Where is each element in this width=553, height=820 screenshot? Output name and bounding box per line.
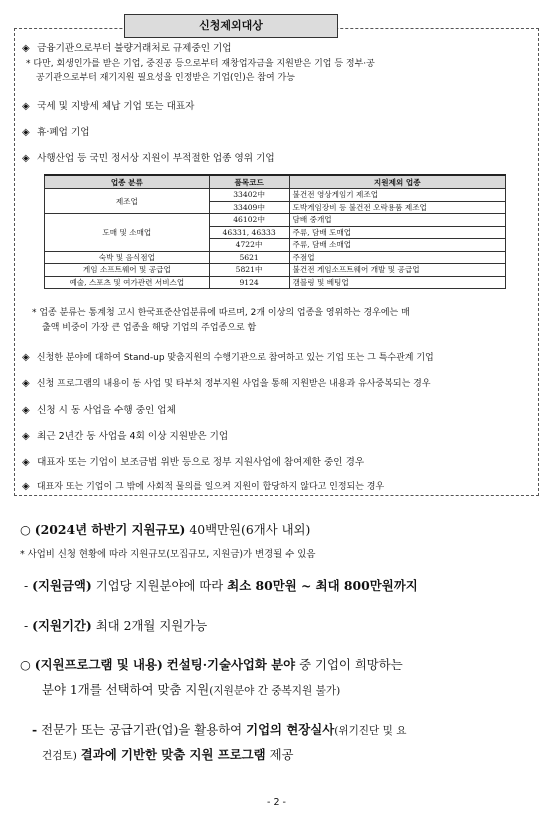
criterion-9: ◈ 대표자 또는 기업이 보조금법 위반 등으로 정부 지원사업에 참여제한 중인 경우 bbox=[22, 457, 365, 468]
dash-bullet: - bbox=[24, 618, 29, 633]
detail-line bbox=[32, 720, 406, 738]
diamond-bullet-icon: ◈ bbox=[22, 431, 30, 442]
diamond-bullet-icon: ◈ bbox=[22, 43, 30, 54]
table-header-row bbox=[45, 175, 506, 189]
table-row bbox=[45, 264, 506, 277]
table-note-a: * 업종 분류는 통계청 고시 한국표준산업분류에 따르며, 2개 이상의 업종을 영위하는 경우에는 매 bbox=[32, 308, 410, 318]
table-row bbox=[45, 214, 506, 227]
criterion-10: ◈ 대표자 또는 기업이 그 밖에 사회적 물의를 일으켜 지원이 합당하지 않다고 인정되는 경우 bbox=[22, 481, 385, 492]
support-amount-line bbox=[24, 576, 418, 594]
diamond-bullet-icon: ◈ bbox=[22, 378, 30, 389]
table-note-b: 출액 비중이 가장 큰 업종을 해당 기업의 주업종으로 함 bbox=[42, 323, 257, 333]
circle-bullet-icon: ○ bbox=[20, 522, 31, 537]
excluded-industries-table bbox=[44, 174, 506, 289]
dash-bullet: - bbox=[32, 722, 38, 737]
header-category: 업종 분류 bbox=[45, 175, 210, 189]
support-scale-label: (2024년 하반기 지원규모) bbox=[34, 522, 186, 537]
program-text: 중 기업이 희망하는 bbox=[299, 657, 403, 672]
criterion-1: ◈ 금융기관으로부터 불량거래처로 규제중인 기업 bbox=[22, 43, 232, 54]
program-line-2: 분야 1개를 선택하여 맞춤 지원(지원분야 간 중복지원 불가) bbox=[42, 682, 341, 697]
criterion-2: ◈ 국세 및 지방세 체납 기업 또는 대표자 bbox=[22, 101, 195, 112]
desc-cell: 담배 중개업 bbox=[289, 214, 505, 227]
detail-line-2 bbox=[42, 745, 294, 763]
page-number: - 2 - bbox=[267, 797, 286, 808]
desc-cell: 주류, 담배 소매업 bbox=[289, 239, 505, 252]
support-amount-label: (지원금액) bbox=[32, 578, 92, 593]
category-cell: 숙박 및 음식점업 bbox=[45, 251, 210, 264]
program-label: (지원프로그램 및 내용) bbox=[34, 657, 163, 672]
support-period-text: 최대 2개월 지원가능 bbox=[95, 618, 208, 633]
circle-bullet-icon: ○ bbox=[20, 657, 31, 672]
header-code: 품목코드 bbox=[209, 175, 289, 189]
desc-cell: 주류, 담배 도매업 bbox=[289, 226, 505, 239]
support-amount-text: 기업당 지원분야에 따라 bbox=[95, 578, 224, 593]
criterion-4: ◈ 사행산업 등 국민 정서상 지원이 부적절한 업종 영위 기업 bbox=[22, 153, 275, 164]
diamond-bullet-icon: ◈ bbox=[22, 457, 30, 468]
category-cell: 게임 소프트웨어 및 공급업 bbox=[45, 264, 210, 277]
diamond-bullet-icon: ◈ bbox=[22, 153, 30, 164]
support-scale-note: * 사업비 신청 현황에 따라 지원규모(모집규모, 지원금)가 변경될 수 있음 bbox=[20, 549, 316, 560]
criterion-7: ◈ 신청 시 동 사업을 수행 중인 업체 bbox=[22, 405, 176, 416]
detail-small-b: 건검토) bbox=[42, 750, 77, 762]
desc-cell: 도박게임장비 등 불건전 오락용품 제조업 bbox=[289, 201, 505, 214]
support-period-label: (지원기간) bbox=[32, 618, 92, 633]
desc-cell: 불건전 게임소프트웨어 개발 및 공급업 bbox=[289, 264, 505, 277]
code-cell: 5821中 bbox=[209, 264, 289, 277]
code-cell: 46331, 46333 bbox=[209, 226, 289, 239]
diamond-bullet-icon: ◈ bbox=[22, 127, 30, 138]
code-cell: 33409中 bbox=[209, 201, 289, 214]
criterion-1-note-b: 공기관으로부터 재기지원 필요성을 인정받은 기업(인)은 참여 가능 bbox=[36, 73, 295, 83]
code-cell: 9124 bbox=[209, 276, 289, 289]
section-title: 신청제외대상 bbox=[124, 14, 338, 38]
program-line-2-small: (지원분야 간 중복지원 불가) bbox=[209, 685, 341, 697]
table-row bbox=[45, 251, 506, 264]
code-cell: 5621 bbox=[209, 251, 289, 264]
program-line bbox=[20, 655, 403, 673]
diamond-bullet-icon: ◈ bbox=[22, 481, 30, 492]
code-cell: 33402中 bbox=[209, 189, 289, 202]
diamond-bullet-icon: ◈ bbox=[22, 352, 30, 363]
diamond-bullet-icon: ◈ bbox=[22, 405, 30, 416]
support-scale-value: 40백만원(6개사 내외) bbox=[189, 522, 311, 537]
table-row bbox=[45, 276, 506, 289]
criterion-8: ◈ 최근 2년간 동 사업을 4회 이상 지원받은 기업 bbox=[22, 431, 229, 442]
category-manufacturing: 제조업 bbox=[45, 189, 210, 214]
program-field: 컨설팅·기술사업화 분야 bbox=[166, 657, 296, 672]
code-cell: 4722中 bbox=[209, 239, 289, 252]
code-cell: 46102中 bbox=[209, 214, 289, 227]
detail-text-b: 제공 bbox=[269, 747, 294, 762]
category-wholesale: 도매 및 소매업 bbox=[45, 214, 210, 252]
detail-bold-a: 기업의 현장실사 bbox=[246, 722, 335, 737]
category-cell: 예술, 스포츠 및 여가관련 서비스업 bbox=[45, 276, 210, 289]
support-period-line bbox=[24, 616, 207, 634]
header-excluded: 지원제외 업종 bbox=[289, 175, 505, 189]
support-scale-line bbox=[20, 520, 310, 538]
table-row bbox=[45, 189, 506, 202]
dash-bullet: - bbox=[24, 578, 29, 593]
desc-cell: 주점업 bbox=[289, 251, 505, 264]
diamond-bullet-icon: ◈ bbox=[22, 101, 30, 112]
support-amount-range: 최소 80만원 ~ 최대 800만원까지 bbox=[227, 578, 418, 593]
desc-cell: 갬블링 및 베팅업 bbox=[289, 276, 505, 289]
detail-text-a: 전문가 또는 공급기관(업)을 활용하여 bbox=[41, 722, 243, 737]
criterion-5: ◈ 신청한 분야에 대하여 Stand-up 맞춤지원의 수행기관으로 참여하고 있는 기업 또는 그 특수관계 기업 bbox=[22, 352, 434, 363]
criterion-1-note-a: * 다만, 회생인가를 받은 기업, 중진공 등으로부터 재창업자금을 지원받은 기업 등 정부·공 bbox=[26, 59, 375, 69]
detail-small-a: (위기진단 및 요 bbox=[334, 725, 407, 737]
criterion-3: ◈ 휴·폐업 기업 bbox=[22, 127, 90, 138]
desc-cell: 불건전 영상게임기 제조업 bbox=[289, 189, 505, 202]
detail-bold-b: 결과에 기반한 맞춤 지원 프로그램 bbox=[80, 747, 266, 762]
criterion-6: ◈ 신청 프로그램의 내용이 동 사업 및 타부처 정부지원 사업을 통해 지원받은 내용과 유사중복되는 경우 bbox=[22, 378, 431, 389]
